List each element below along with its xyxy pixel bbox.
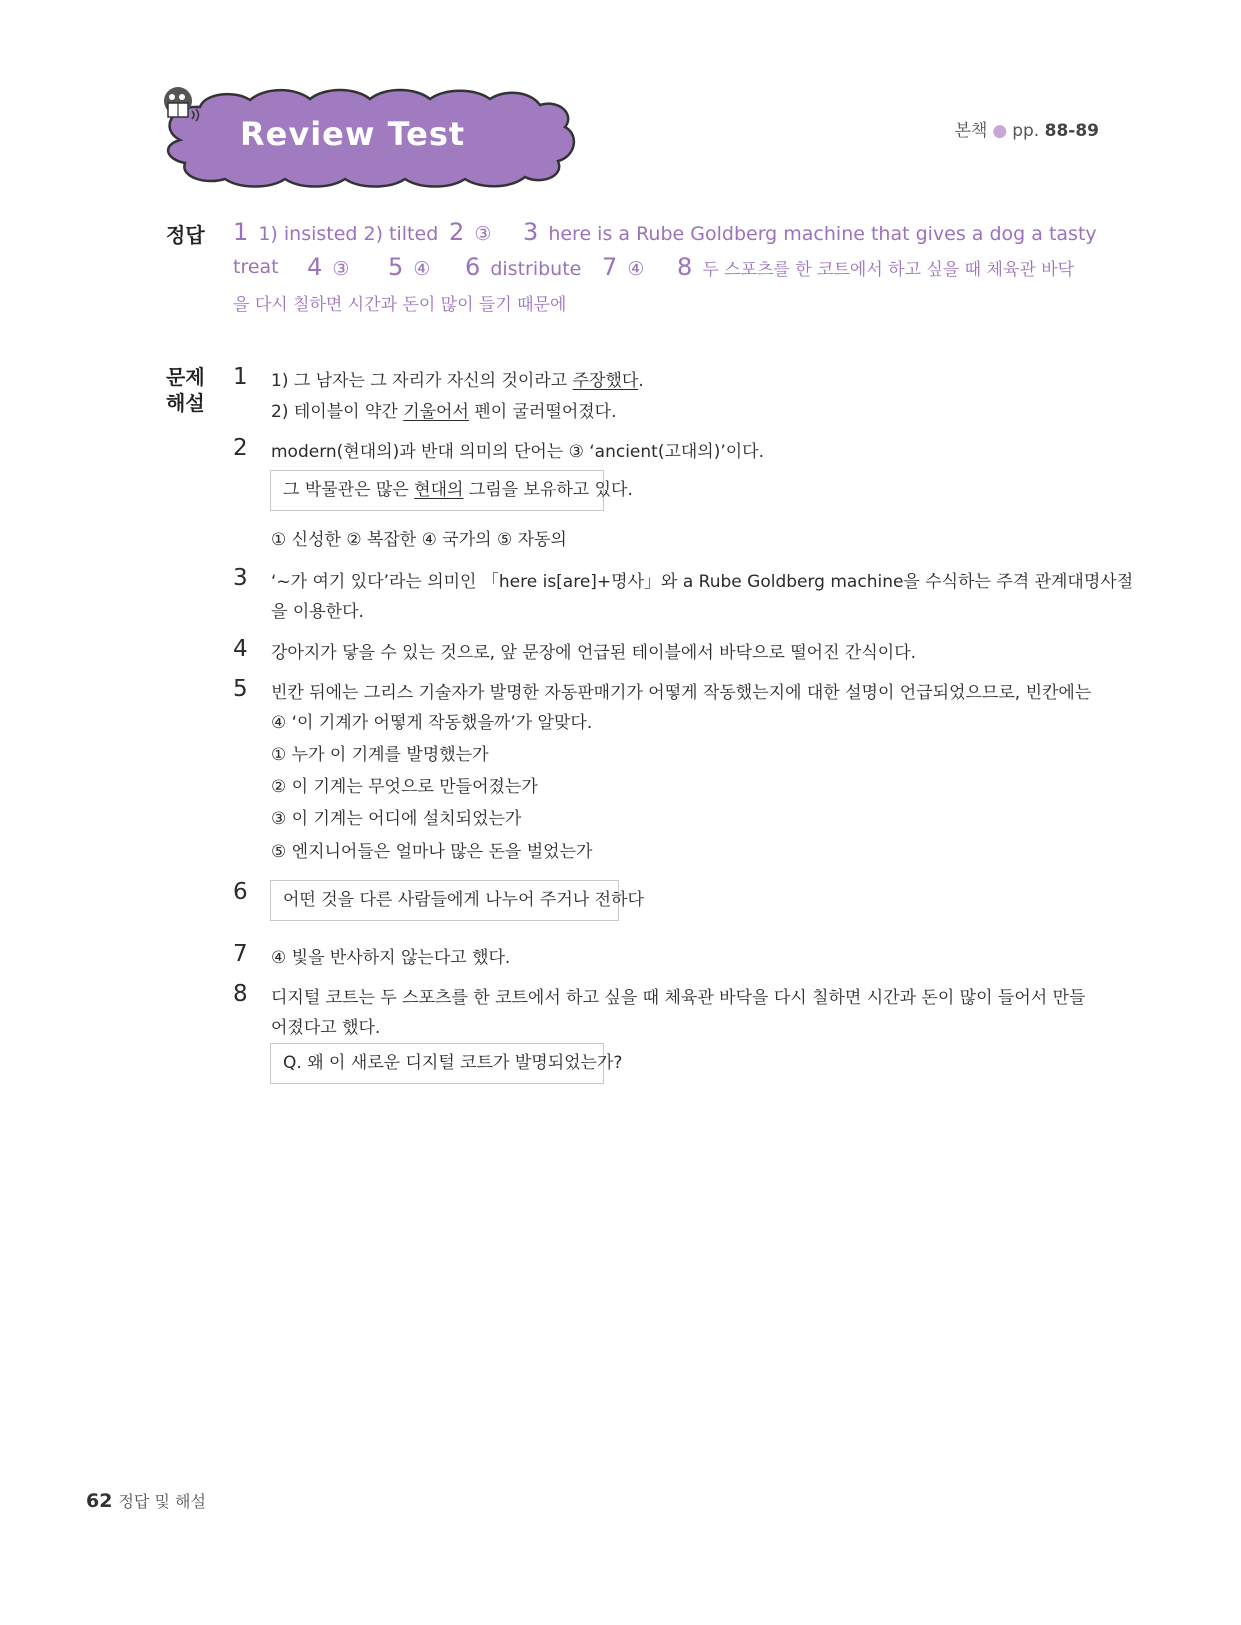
question-number-5: 5	[233, 676, 248, 702]
q5-option5: ⑤ 엔지니어들은 얼마나 많은 돈을 벌었는가	[271, 842, 593, 862]
q3-line2: 을 이용한다.	[271, 602, 364, 622]
reading-character-icon	[160, 85, 200, 125]
answer-text: ④	[627, 258, 645, 280]
q5-line2: ④ ‘이 기계가 어떻게 작동했을까’가 알맞다.	[271, 713, 593, 733]
dot-separator: ●	[992, 121, 1008, 141]
q1-line1	[271, 366, 644, 391]
text-segment: 2) 테이블이 약간	[271, 402, 404, 422]
q2-options: ① 신성한 ② 복잡한 ④ 국가의 ⑤ 자동의	[271, 530, 567, 550]
q4-line1: 강아지가 닿을 수 있는 것으로, 앞 문장에 언급된 테이블에서 바닥으로 떨어진 간식이다.	[271, 643, 917, 663]
question-number-1: 1	[233, 364, 248, 390]
answer-2	[449, 218, 491, 246]
pp-label: pp.	[1012, 121, 1040, 141]
answer-number: 4	[307, 253, 323, 281]
answer-text: here is a Rube Goldberg machine that gives a dog a tasty	[548, 223, 1097, 245]
q5-option2: ② 이 기계는 무엇으로 만들어졌는가	[271, 777, 538, 797]
question-number-6: 6	[233, 879, 248, 905]
q8-line1: 디지털 코트는 두 스포츠를 한 코트에서 하고 싶을 때 체육관 바닥을 다시 칠하면 시간과 돈이 많이 들어서 만들	[271, 988, 1086, 1008]
text-segment: 펜이 굴러떨어졌다.	[468, 402, 617, 422]
q8-line2: 어졌다고 했다.	[271, 1018, 381, 1038]
answer-3-continued: treat	[233, 256, 279, 278]
answer-4	[307, 253, 349, 281]
answer-7	[602, 253, 644, 281]
banner-title: Review Test	[240, 115, 466, 153]
answer-text: ③	[474, 223, 492, 245]
page-footer	[86, 1489, 206, 1512]
question-number-2: 2	[233, 435, 248, 461]
q3-line1: ‘~가 여기 있다’라는 의미인 「here is[are]+명사」와 a Rube Goldberg machine을 수식하는 주격 관계대명사절	[271, 572, 1134, 592]
question-number-3: 3	[233, 565, 248, 591]
answer-5	[388, 253, 430, 281]
q5-line1: 빈칸 뒤에는 그리스 기술자가 발명한 자동판매기가 어떻게 작동했는지에 대한 설명이 언급되었으므로, 빈칸에는	[271, 683, 1092, 703]
answer-text: ③	[332, 258, 350, 280]
page-range: 88-89	[1044, 121, 1099, 141]
review-test-banner	[160, 85, 600, 195]
q5-option3: ③ 이 기계는 어디에 설치되었는가	[271, 809, 522, 829]
q1-line2	[271, 397, 617, 422]
answer-number: 5	[388, 253, 404, 281]
answer-number: 2	[449, 218, 465, 246]
answers-label: 정답	[166, 223, 205, 247]
answer-text: ④	[413, 258, 431, 280]
q5-option1: ① 누가 이 기계를 발명했는가	[271, 745, 489, 765]
answer-1	[233, 218, 438, 246]
answer-number: 7	[602, 253, 618, 281]
q6-definition-box: 어떤 것을 다른 사람들에게 나누어 주거나 전하다	[270, 880, 619, 921]
text-segment: 1) 그 남자는 그 자리가 자신의 것이라고	[271, 371, 573, 391]
underlined-word: 현대의	[414, 480, 464, 500]
q7-line1: ④ 빛을 반사하지 않는다고 했다.	[271, 948, 511, 968]
explanations-label-line1: 문제	[166, 365, 205, 389]
q2-example-box	[270, 470, 633, 511]
explanations-label-line2: 해설	[166, 391, 205, 415]
question-number-7: 7	[233, 941, 248, 967]
answer-number: 3	[523, 218, 539, 246]
underlined-word: 주장했다	[572, 371, 639, 391]
question-number-8: 8	[233, 981, 248, 1007]
answer-number: 6	[465, 253, 481, 281]
page-number: 62	[86, 1490, 113, 1512]
answer-3	[523, 218, 1097, 246]
q8-question-box: Q. 왜 이 새로운 디지털 코트가 발명되었는가?	[270, 1043, 604, 1084]
answer-8	[677, 253, 1074, 281]
underlined-word: 기울어서	[403, 402, 469, 422]
text-segment: 그림을 보유하고 있다.	[463, 480, 633, 500]
page-reference	[955, 116, 1099, 141]
answer-text: distribute	[490, 258, 582, 280]
answer-number: 8	[677, 253, 693, 281]
q2-line1: modern(현대의)과 반대 의미의 단어는 ③ ‘ancient(고대의)’이다.	[271, 442, 765, 462]
text-segment: 그 박물관은 많은	[283, 480, 415, 500]
footer-section: 정답 및 해설	[118, 1492, 206, 1511]
book-label: 본책	[954, 121, 988, 141]
answer-text: 두 스포츠를 한 코트에서 하고 싶을 때 체육관 바닥	[702, 260, 1074, 280]
explanations-label	[166, 364, 205, 416]
question-number-4: 4	[233, 636, 248, 662]
answer-text: 1) insisted 2) tilted	[258, 223, 439, 245]
answer-6	[465, 253, 581, 281]
answer-number: 1	[233, 218, 249, 246]
text-segment: .	[638, 371, 644, 391]
answer-8-continued: 을 다시 칠하면 시간과 돈이 많이 들기 때문에	[233, 295, 567, 315]
